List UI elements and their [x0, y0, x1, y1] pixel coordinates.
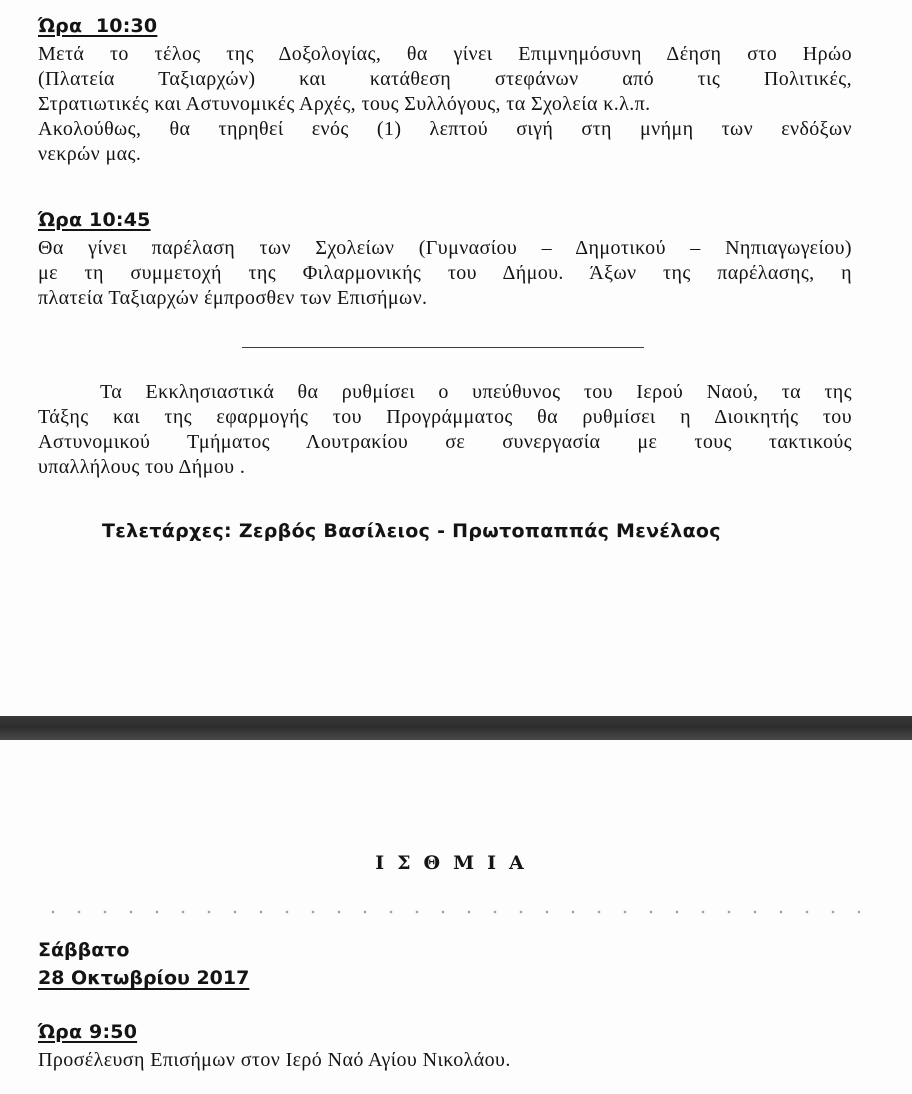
date-block [38, 936, 249, 992]
text-line: Τάξης και της εφαρμογής του Προγράμματος θα ρυθμίσει η Διοικητής του [38, 406, 852, 428]
section-1030-heading: Ώρα 10:30 [38, 15, 158, 37]
text-line: νεκρών μας. [38, 143, 142, 165]
isthmia-title: ΙΣΘΜΙΑ [375, 852, 537, 874]
date-label: 28 Οκτωβρίου 2017 [38, 967, 250, 989]
section-divider [242, 347, 644, 348]
section-1045 [38, 208, 852, 311]
text-line: με τη συμμετοχή της Φιλαρμονικής του Δήμου. Άξων της παρέλασης, η [38, 262, 852, 284]
arrangements-paragraph [38, 380, 852, 480]
section-1045-heading: Ώρα 10:45 [38, 209, 151, 231]
text-line: πλατεία Ταξιαρχών έμπροσθεν των Επισήμων. [38, 287, 428, 309]
text-line: Αστυνομικού Τμήματος Λουτρακίου σε συνεργασία με τους τακτικούς [38, 431, 852, 453]
text-line: Ακολούθως, θα τηρηθεί ενός (1) λεπτού σιγή στη μνήμη των ενδόξων [38, 118, 852, 140]
section-1030 [38, 14, 852, 167]
text-line: Μετά το τέλος της Δοξολογίας, θα γίνει Επιμνημόσυνη Δέηση στο Ηρώο [38, 43, 852, 65]
dotted-rule [40, 905, 860, 919]
text-line: (Πλατεία Ταξιαρχών) και κατάθεση στεφάνων από τις Πολιτικές, [38, 68, 852, 90]
day-label: Σάββατο [38, 939, 130, 961]
section-1045-text [38, 236, 852, 311]
text-line: Τα Εκκλησιαστικά θα ρυθμίσει ο υπεύθυνος του Ιερού Ναού, τα της [100, 381, 852, 403]
section-950-text: Προσέλευση Επισήμων στον Ιερό Ναό Αγίου Νικολάου. [38, 1049, 511, 1071]
section-950 [38, 1020, 852, 1073]
text-line: υπαλλήλους του Δήμου . [38, 456, 246, 478]
arrangements-text [38, 380, 852, 480]
text-line: Στρατιωτικές και Αστυνομικές Αρχές, τους Συλλόγους, τα Σχολεία κ.λ.π. [38, 93, 651, 115]
section-950-heading: Ώρα 9:50 [38, 1021, 138, 1043]
signatories: Τελετάρχες: Ζερβός Βασίλειος - Πρωτοπαππάς Μενέλαος [102, 520, 721, 542]
section-1030-text [38, 42, 852, 167]
text-line: Θα γίνει παρέλαση των Σχολείων (Γυμνασίου – Δημοτικού – Νηπιαγωγείου) [38, 237, 852, 259]
page-separator [0, 716, 912, 740]
